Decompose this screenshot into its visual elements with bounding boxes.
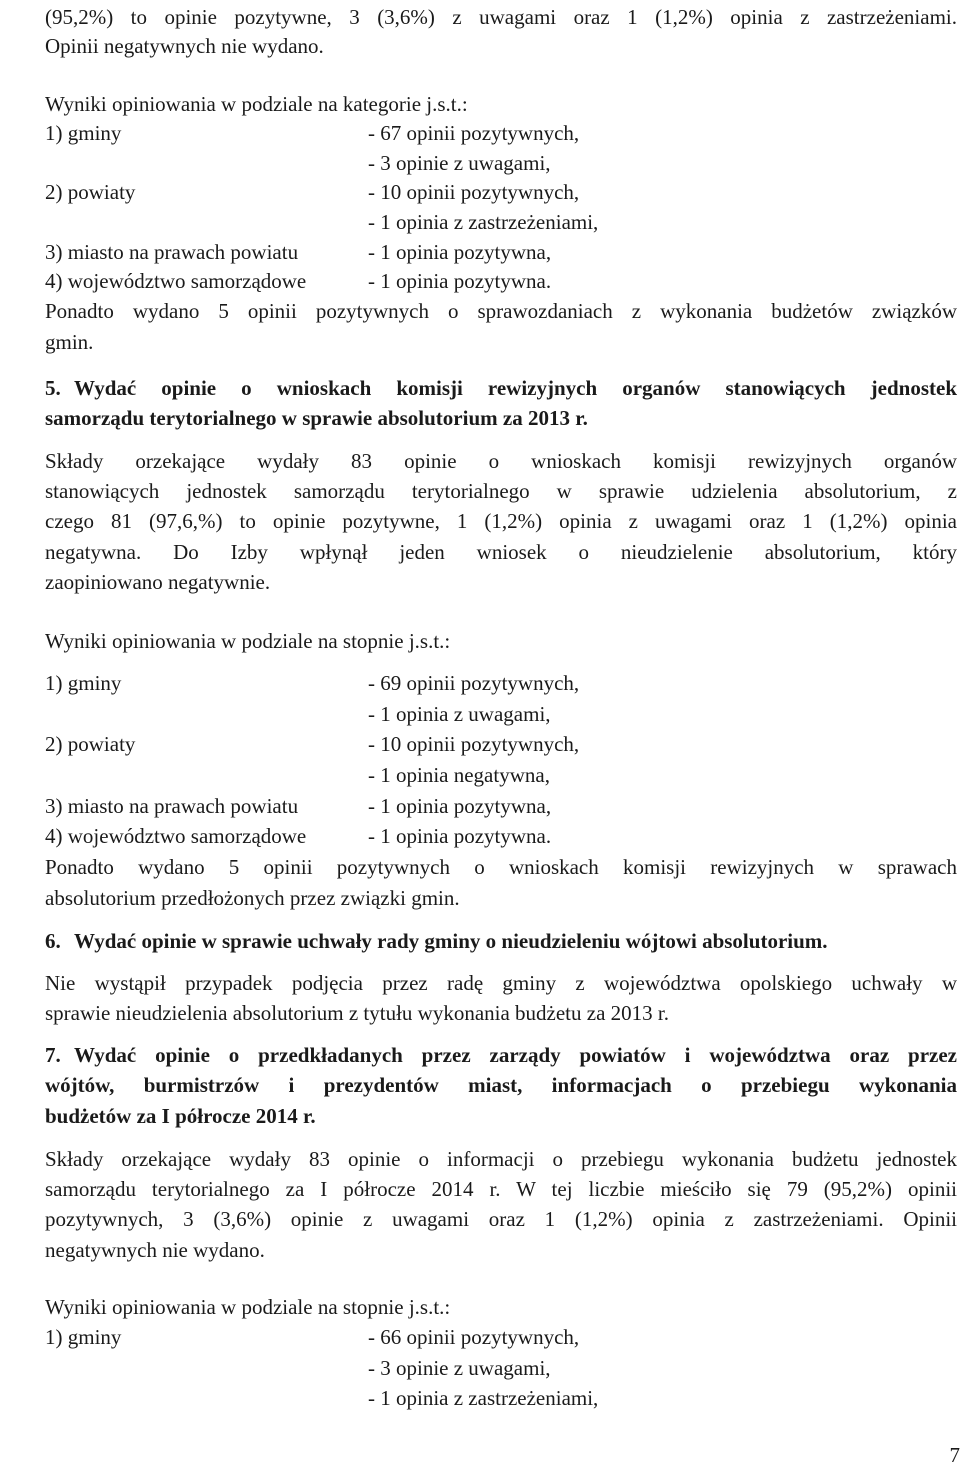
section-number: 6. xyxy=(45,929,61,953)
paragraph-line: samorządu terytorialnego za I półrocze 2014 r. W tej liczbie mieściło się 79 (95,2%) opinii xyxy=(45,1177,957,1201)
section-title: samorządu terytorialnego w sprawie absolutorium za 2013 r. xyxy=(45,406,588,430)
result-value: - 1 opinia pozytywna, xyxy=(368,794,552,818)
result-value: - 10 opinii pozytywnych, xyxy=(368,732,580,756)
note-line: Ponadto wydano 5 opinii pozytywnych o sprawozdaniach z wykonania budżetów związków xyxy=(45,299,957,323)
result-value: - 10 opinii pozytywnych, xyxy=(368,180,580,204)
result-value: - 1 opinia negatywna, xyxy=(368,763,550,787)
section-title: wójtów, burmistrzów i prezydentów miast, informacjach o przebiegu wykonania xyxy=(45,1073,957,1097)
section-number: 7. xyxy=(45,1043,61,1067)
result-value: - 1 opinia z zastrzeżeniami, xyxy=(368,1386,599,1410)
paragraph-line: Składy orzekające wydały 83 opinie o informacji o przebiegu wykonania budżetu jednostek xyxy=(45,1147,957,1171)
note-line: absolutorium przedłożonych przez związki gmin. xyxy=(45,886,460,910)
paragraph-line: (95,2%) to opinie pozytywne, 3 (3,6%) z uwagami oraz 1 (1,2%) opinia z zastrzeżeniami. xyxy=(45,5,957,29)
section-title: budżetów za I półrocze 2014 r. xyxy=(45,1104,316,1128)
paragraph-line: stanowiących jednostek samorządu terytorialnego w sprawie udzielenia absolutorium, z xyxy=(45,479,957,503)
paragraph-line: Nie wystąpił przypadek podjęcia przez radę gminy z województwa opolskiego uchwały w xyxy=(45,971,957,995)
result-value: - 1 opinia z zastrzeżeniami, xyxy=(368,210,599,234)
note-line: Ponadto wydano 5 opinii pozytywnych o wnioskach komisji rewizyjnych w sprawach xyxy=(45,855,957,879)
result-category: 1) gminy xyxy=(45,671,122,695)
result-value: - 69 opinii pozytywnych, xyxy=(368,671,580,695)
results-heading: Wyniki opiniowania w podziale na kategorie j.s.t.: xyxy=(45,92,468,116)
paragraph-line: pozytywnych, 3 (3,6%) opinie z uwagami oraz 1 (1,2%) opinia z zastrzeżeniami. Opinii xyxy=(45,1207,957,1231)
section-number: 5. xyxy=(45,376,61,400)
result-value: - 1 opinia pozytywna, xyxy=(368,240,552,264)
paragraph-line: sprawie nieudzielenia absolutorium z tytułu wykonania budżetu za 2013 r. xyxy=(45,1001,669,1025)
result-category: 1) gminy xyxy=(45,121,122,145)
result-category: 1) gminy xyxy=(45,1325,122,1349)
page-number: 7 xyxy=(949,1443,960,1467)
paragraph-line: Składy orzekające wydały 83 opinie o wnioskach komisji rewizyjnych organów xyxy=(45,449,957,473)
results-heading: Wyniki opiniowania w podziale na stopnie j.s.t.: xyxy=(45,1295,451,1319)
section-title: Wydać opinie o przedkładanych przez zarządy powiatów i województwa oraz przez xyxy=(74,1043,957,1067)
result-category: 4) województwo samorządowe xyxy=(45,269,307,293)
paragraph-line: Opinii negatywnych nie wydano. xyxy=(45,34,324,58)
results-heading: Wyniki opiniowania w podziale na stopnie j.s.t.: xyxy=(45,629,451,653)
result-category: 2) powiaty xyxy=(45,732,136,756)
paragraph-line: negatywna. Do Izby wpłynął jeden wniosek o nieudzielenie absolutorium, który xyxy=(45,540,957,564)
result-category: 2) powiaty xyxy=(45,180,136,204)
section-title: Wydać opinie w sprawie uchwały rady gminy o nieudzieleniu wójtowi absolutorium. xyxy=(74,929,828,953)
note-line: gmin. xyxy=(45,330,94,354)
paragraph-line: zaopiniowano negatywnie. xyxy=(45,570,271,594)
result-category: 3) miasto na prawach powiatu xyxy=(45,240,299,264)
paragraph-line: negatywnych nie wydano. xyxy=(45,1238,265,1262)
result-value: - 3 opinie z uwagami, xyxy=(368,151,551,175)
section-title: Wydać opinie o wnioskach komisji rewizyjnych organów stanowiących jednostek xyxy=(74,376,957,400)
result-value: - 1 opinia pozytywna. xyxy=(368,824,552,848)
result-value: - 67 opinii pozytywnych, xyxy=(368,121,580,145)
result-value: - 1 opinia z uwagami, xyxy=(368,702,551,726)
result-category: 3) miasto na prawach powiatu xyxy=(45,794,299,818)
paragraph-line: czego 81 (97,6,%) to opinie pozytywne, 1 (1,2%) opinia z uwagami oraz 1 (1,2%) opinia xyxy=(45,509,957,533)
result-value: - 1 opinia pozytywna. xyxy=(368,269,552,293)
result-category: 4) województwo samorządowe xyxy=(45,824,307,848)
result-value: - 3 opinie z uwagami, xyxy=(368,1356,551,1380)
result-value: - 66 opinii pozytywnych, xyxy=(368,1325,580,1349)
